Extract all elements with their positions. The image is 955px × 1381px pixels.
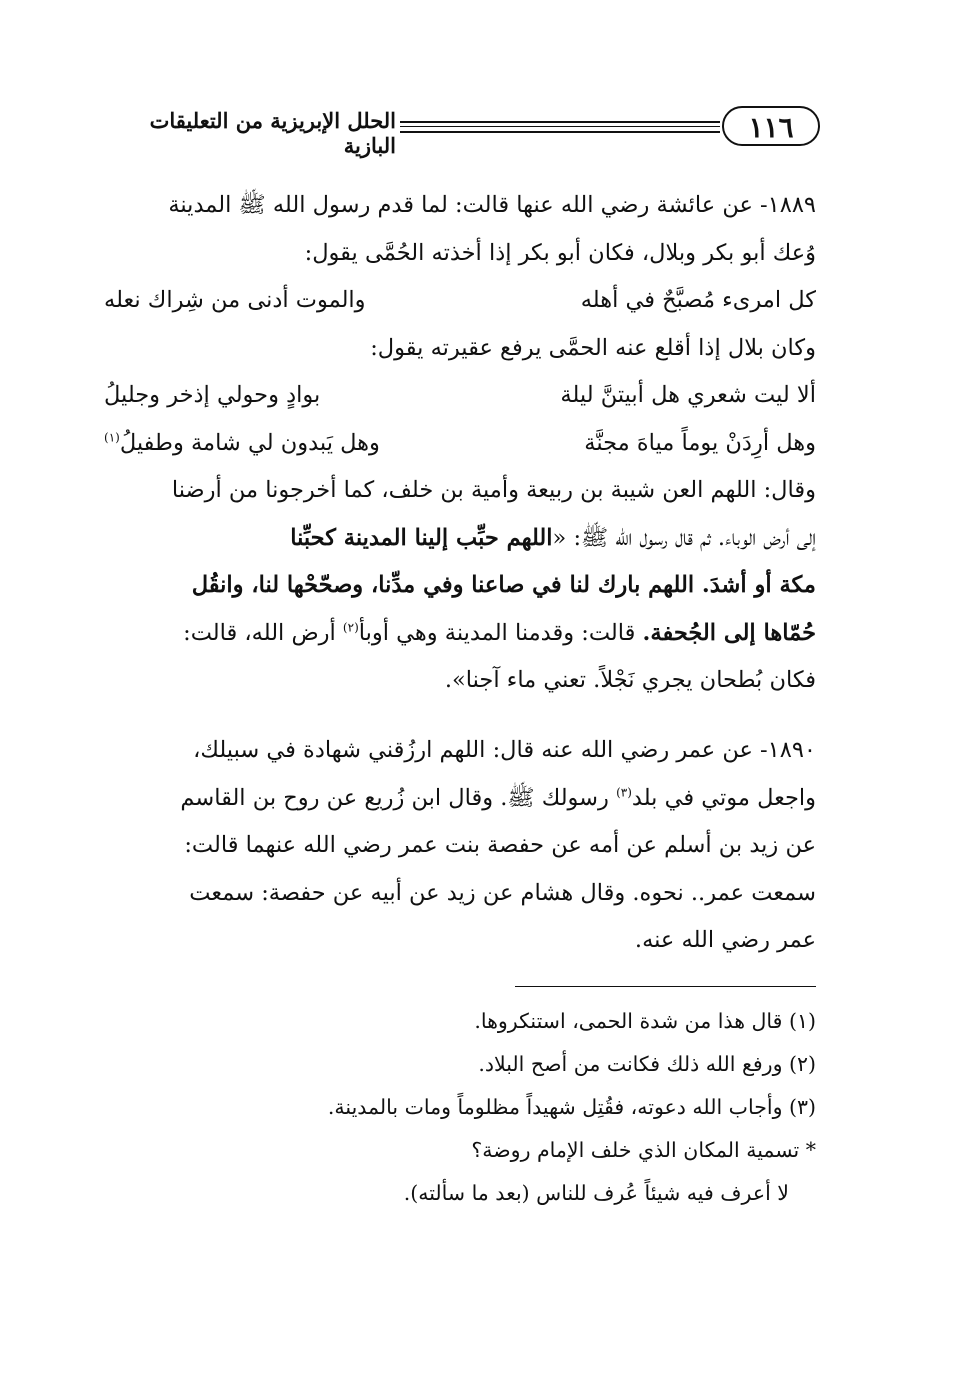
verse-first-hemistich: كل امرىء مُصبَّحٌ في أهله — [580, 287, 816, 313]
text-line: فكان بُطحان يجري نَجْلاً. تعني ماء آجنا». — [444, 667, 816, 693]
hadith-1889 — [104, 182, 816, 705]
footnote-ref-3: (٣) — [616, 785, 632, 799]
text-line: وقال: اللهم العن شيبة بن ربيعة وأمية بن خلف، كما أخرجونا من أرضنا — [171, 477, 816, 503]
header-rule — [400, 121, 720, 123]
text-span: إلى أرض الوباء. ثم قال رسول الله ﷺ: « — [552, 524, 816, 551]
text-line — [104, 775, 816, 823]
footnote-3: (٣) وأجاب الله دعوته، فقُتِل شهيداً مظلوماً ومات بالمدينة. — [327, 1095, 816, 1119]
verse-second-hemistich: بوادٍ وحولي إذخر وجليلُ — [104, 382, 321, 408]
bold-prophetic-text: حُمّاها إلى الجُحفة. — [642, 619, 816, 646]
running-title: الحلل الإبريزية من التعليقات البازية — [149, 108, 396, 158]
text-span: قالت: وقدمنا المدينة وهي أوبأ — [358, 619, 643, 646]
verse-line — [104, 420, 816, 468]
text-span: رسولك ﷺ. وقال ابن زُريع عن روح بن القاسم — [180, 784, 617, 811]
text-line: سمعت عمر.. نحوه. وقال هشام عن زيد عن أبيه عن حفصة: سمعت — [189, 879, 816, 906]
bold-prophetic-text: مكة أو أشدَ. اللهم بارك لنا في صاعنا وفي مدِّنا، وصحّحْها لنا، وانقُل — [191, 572, 816, 598]
verse-line — [104, 372, 816, 420]
footnote-separator — [515, 986, 816, 987]
text-span: واجعل موتي في بلد — [631, 784, 816, 811]
text-line: وكان بلال إذا أقلع عنه الحمَّى يرفع عقيرته يقول: — [370, 334, 816, 361]
footnote-ref-2: (٢) — [342, 620, 359, 634]
footnotes — [104, 1000, 816, 1215]
text-line: عمر رضي الله عنه. — [634, 927, 816, 953]
text-line: ١٨٩٠- عن عمر رضي الله عنه قال: اللهم ارزُقني شهادة في سبيلك، — [193, 737, 816, 763]
question-text: * تسمية المكان الذي خلف الإمام روضة؟ — [471, 1138, 816, 1162]
page-header — [100, 100, 820, 160]
hadith-1890 — [104, 727, 816, 965]
text-line: ١٨٨٩- عن عائشة رضي الله عنها قالت: لما قدم رسول الله ﷺ المدينة — [168, 192, 816, 218]
text-line — [104, 610, 816, 658]
text-line: وُعك أبو بكر وبلال، فكان أبو بكر إذا أخذته الحُمَّى يقول: — [304, 239, 816, 266]
footnote-1: (١) قال هذا من شدة الحمى، استنكروها. — [474, 1009, 816, 1033]
text-line: عن زيد بن أسلم عن أمه عن حفصة بنت عمر رضي الله عنهما قالت: — [184, 832, 816, 858]
answer-text: لا أعرف فيه شيئاً عُرف للناس (بعد ما سألته). — [403, 1181, 789, 1205]
text-span: أرض الله، قالت: — [183, 619, 343, 646]
footnote-2: (٢) ورفع الله ذلك فكانت من أصح البلاد. — [478, 1052, 816, 1076]
header-rule — [400, 131, 720, 133]
verse-line — [104, 277, 816, 325]
bold-prophetic-text: اللهم حبِّب إلينا المدينة كحبِّنا — [290, 524, 553, 551]
footnote-ref-1: (١) — [104, 430, 120, 444]
verse-first-hemistich: وهل أرِدَنْ يوماً مياهَ مجنَّة — [584, 429, 816, 456]
verse-text: وهل يَبدون لي شامة وطفيلُ — [119, 429, 380, 456]
verse-second-hemistich: والموت أدنى من شِراك نعله — [104, 287, 366, 313]
text-line — [104, 515, 816, 563]
header-rule — [400, 126, 720, 127]
verse-second-hemistich — [104, 420, 446, 468]
page-number: ١١٦ — [722, 106, 820, 146]
verse-first-hemistich: ألا ليت شعري هل أبيتنَّ ليلة — [560, 382, 816, 408]
